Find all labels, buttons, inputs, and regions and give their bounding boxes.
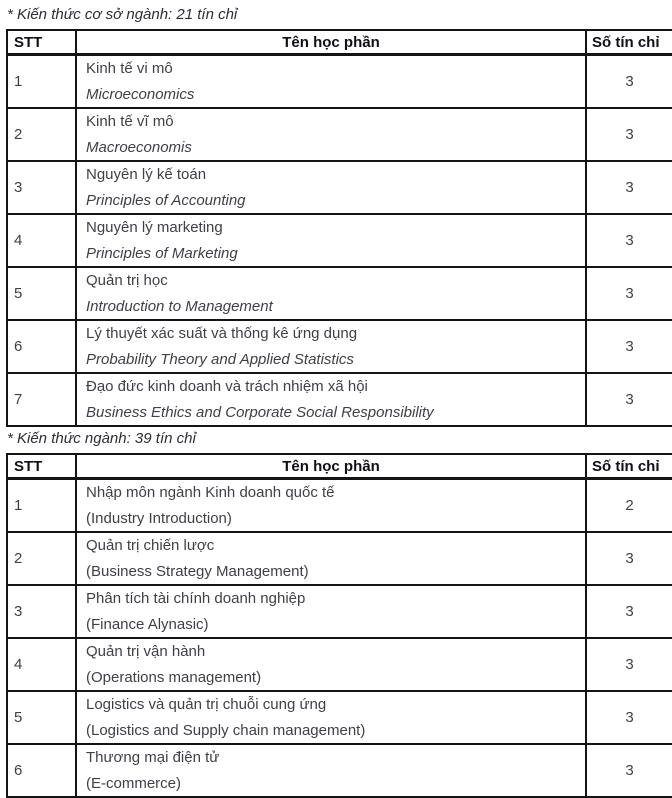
course-number: 1 <box>7 55 76 109</box>
course-name-cell <box>76 373 586 426</box>
table-row <box>7 267 672 320</box>
course-number: 2 <box>7 532 76 585</box>
course-name-vietnamese: Kinh tế vĩ mô <box>86 113 174 130</box>
course-number: 6 <box>7 744 76 797</box>
course-name-vietnamese: Logistics và quản trị chuỗi cung ứng <box>86 696 327 713</box>
header-course-name: Tên học phần <box>76 454 586 479</box>
course-name-english: Principles of Accounting <box>86 192 246 209</box>
course-credits: 3 <box>586 320 672 373</box>
course-credits: 3 <box>586 532 672 585</box>
table-row <box>7 479 672 533</box>
course-number: 3 <box>7 585 76 638</box>
course-name-english: (Business Strategy Management) <box>86 563 309 580</box>
course-name-vietnamese: Nhập môn ngành Kinh doanh quốc tế <box>86 484 335 501</box>
course-name-vietnamese: Quản trị học <box>86 272 168 289</box>
course-name-english: (Operations management) <box>86 669 262 686</box>
table-row <box>7 691 672 744</box>
course-name-vietnamese: Thương mại điện tử <box>86 749 220 766</box>
course-credits: 3 <box>586 585 672 638</box>
course-name-english: Introduction to Management <box>86 298 273 315</box>
course-name-cell <box>76 108 586 161</box>
header-stt: STT <box>7 454 76 479</box>
course-name-vietnamese: Đạo đức kinh doanh và trách nhiệm xã hội <box>86 378 368 395</box>
course-name-cell <box>76 532 586 585</box>
table-row <box>7 55 672 109</box>
header-stt: STT <box>7 30 76 55</box>
course-name-english: Business Ethics and Corporate Social Responsibility <box>86 404 434 421</box>
curriculum-section <box>0 6 672 427</box>
header-credits: Số tín chỉ <box>586 454 672 479</box>
table-row <box>7 108 672 161</box>
section-title: * Kiến thức ngành: 39 tín chỉ <box>7 430 196 447</box>
course-credits: 3 <box>586 161 672 214</box>
course-number: 5 <box>7 267 76 320</box>
course-name-cell <box>76 585 586 638</box>
course-name-english: (Logistics and Supply chain management) <box>86 722 366 739</box>
course-name-english: (E-commerce) <box>86 775 182 792</box>
course-number: 7 <box>7 373 76 426</box>
course-name-vietnamese: Phân tích tài chính doanh nghiệp <box>86 590 306 607</box>
section-title: * Kiến thức cơ sở ngành: 21 tín chỉ <box>7 6 238 23</box>
course-name-cell <box>76 214 586 267</box>
course-name-cell <box>76 638 586 691</box>
course-name-english: Microeconomics <box>86 86 195 103</box>
course-credits: 3 <box>586 214 672 267</box>
course-name-english: Macroeconomis <box>86 139 192 156</box>
course-name-vietnamese: Nguyên lý marketing <box>86 219 223 236</box>
curriculum-section <box>0 430 672 798</box>
course-number: 2 <box>7 108 76 161</box>
course-number: 4 <box>7 638 76 691</box>
course-name-cell <box>76 691 586 744</box>
table-row <box>7 585 672 638</box>
course-credits: 3 <box>586 373 672 426</box>
course-credits: 3 <box>586 55 672 109</box>
course-table <box>6 453 672 798</box>
course-name-vietnamese: Lý thuyết xác suất và thống kê ứng dụng <box>86 325 358 342</box>
course-name-english: Principles of Marketing <box>86 245 238 262</box>
course-name-english: Probability Theory and Applied Statistics <box>86 351 354 368</box>
course-number: 6 <box>7 320 76 373</box>
course-credits: 3 <box>586 267 672 320</box>
course-name-cell <box>76 744 586 797</box>
course-number: 5 <box>7 691 76 744</box>
course-number: 3 <box>7 161 76 214</box>
course-credits: 3 <box>586 691 672 744</box>
course-name-vietnamese: Quản trị vận hành <box>86 643 206 660</box>
table-row <box>7 373 672 426</box>
course-name-cell <box>76 161 586 214</box>
course-credits: 2 <box>586 479 672 533</box>
table-row <box>7 214 672 267</box>
course-credits: 3 <box>586 108 672 161</box>
table-row <box>7 532 672 585</box>
course-name-english: (Industry Introduction) <box>86 510 232 527</box>
header-course-name: Tên học phần <box>76 30 586 55</box>
course-number: 4 <box>7 214 76 267</box>
table-header-row <box>7 454 672 479</box>
course-credits: 3 <box>586 638 672 691</box>
table-row <box>7 320 672 373</box>
course-name-english: (Finance Alynasic) <box>86 616 209 633</box>
course-name-cell <box>76 479 586 533</box>
course-name-vietnamese: Kinh tế vi mô <box>86 60 173 77</box>
course-credits: 3 <box>586 744 672 797</box>
course-table <box>6 29 672 427</box>
header-credits: Số tín chỉ <box>586 30 672 55</box>
table-header-row <box>7 30 672 55</box>
course-number: 1 <box>7 479 76 533</box>
course-name-cell <box>76 267 586 320</box>
course-name-cell <box>76 55 586 109</box>
table-row <box>7 744 672 797</box>
course-name-vietnamese: Nguyên lý kế toán <box>86 166 207 183</box>
table-row <box>7 638 672 691</box>
course-name-vietnamese: Quản trị chiến lược <box>86 537 215 554</box>
table-row <box>7 161 672 214</box>
course-name-cell <box>76 320 586 373</box>
